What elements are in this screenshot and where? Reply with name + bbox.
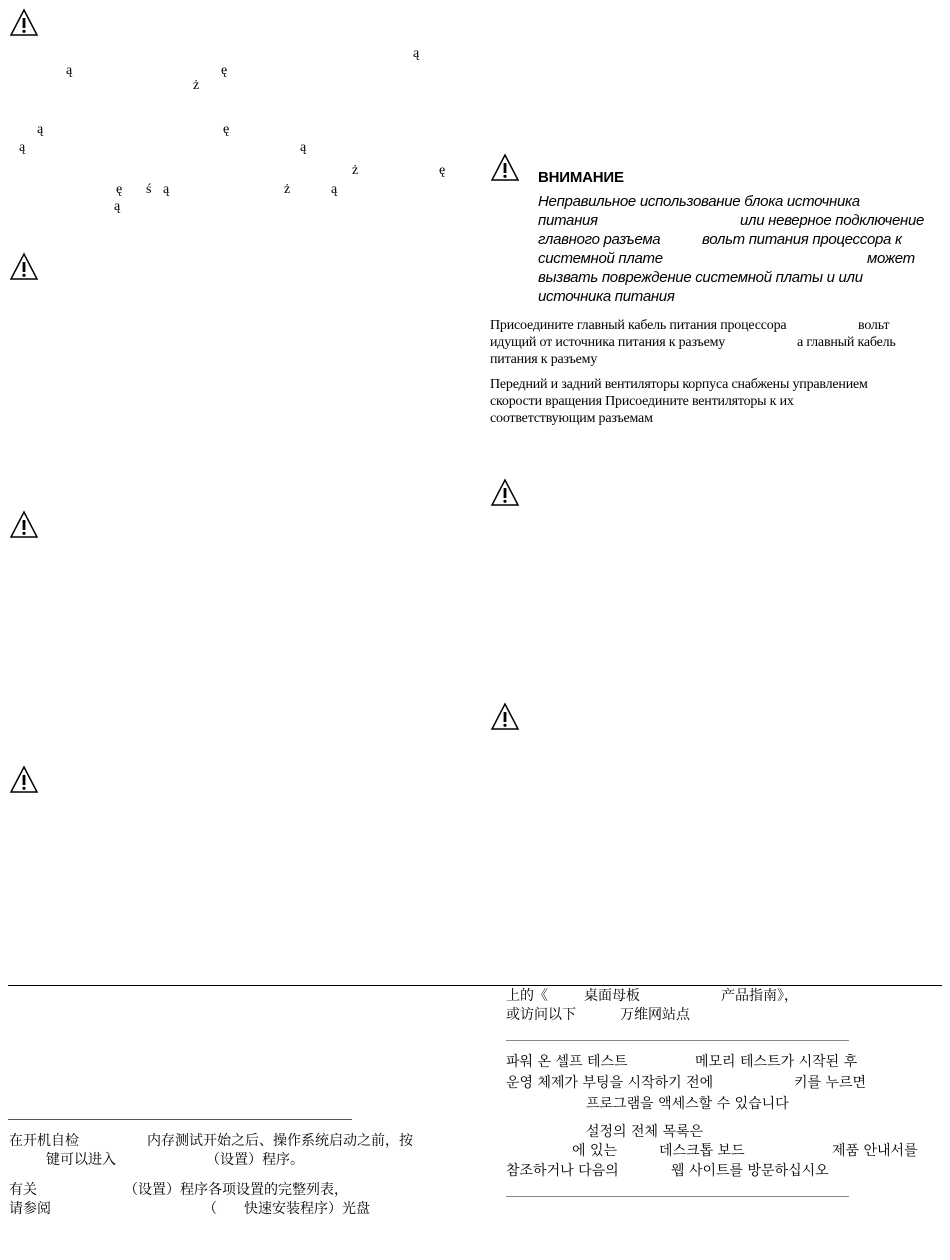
body-text-line: скорости вращения Присоедините вентиляторы к их [490, 394, 794, 409]
divider [506, 1040, 849, 1041]
body-text-line: вольт [858, 318, 890, 333]
chinese-text: 上的《 [506, 988, 548, 1004]
chinese-text: 万维网站点 [620, 1007, 690, 1023]
korean-text: 에 있는 [572, 1143, 618, 1159]
warning-text-line: вызвать повреждение системной платы и или [538, 269, 863, 286]
warning-text-line: источника питания [538, 288, 675, 305]
body-text-line: соответствующим разъемам [490, 411, 653, 426]
divider [506, 1196, 849, 1197]
warning-icon [490, 153, 520, 183]
divider [8, 985, 942, 986]
polish-fragment: ę [221, 63, 228, 78]
polish-fragment: ś [146, 182, 152, 197]
polish-fragment: ą [66, 63, 73, 78]
korean-text: 메모리 테스트가 시작된 후 [695, 1054, 858, 1070]
chinese-text: 键可以进入 [46, 1152, 116, 1168]
warning-text-line: главного разъема [538, 231, 661, 248]
korean-text: 프로그램을 액세스할 수 있습니다 [586, 1096, 789, 1112]
chinese-text: 或访问以下 [506, 1007, 576, 1023]
warning-text-line: питания [538, 212, 598, 229]
polish-fragment: ą [163, 182, 170, 197]
polish-fragment: ę [439, 163, 446, 178]
polish-fragment: ą [331, 182, 338, 197]
korean-text: 제품 안내서를 [832, 1143, 918, 1159]
polish-fragment: ą [19, 140, 26, 155]
polish-fragment: ą [413, 46, 420, 61]
chinese-text: （ [203, 1201, 217, 1217]
korean-text: 운영 체제가 부팅을 시작하기 전에 [506, 1075, 714, 1091]
chinese-text: 在开机自检 [9, 1133, 79, 1149]
polish-fragment: ę [116, 182, 123, 197]
korean-text: 웹 사이트를 방문하십시오 [671, 1163, 829, 1179]
warning-text-line: может [867, 250, 915, 267]
chinese-text: 快速安装程序）光盘 [244, 1201, 370, 1217]
chinese-text: 桌面母板 [584, 988, 640, 1004]
warning-text-line: Неправильное использование блока источника [538, 193, 860, 210]
warning-heading: ВНИМАНИЕ [538, 169, 624, 186]
body-text-line: а главный кабель [797, 335, 896, 350]
polish-fragment: ą [37, 122, 44, 137]
warning-text-line: или неверное подключение [740, 212, 925, 229]
body-text-line: Передний и задний вентиляторы корпуса снабжены управлением [490, 377, 868, 392]
polish-fragment: ę [223, 122, 230, 137]
polish-fragment: ą [114, 199, 121, 214]
chinese-text: 产品指南》， [721, 988, 798, 1004]
chinese-text: 内存测试开始之后、操作系统启动之前，按 [147, 1133, 413, 1149]
warning-icon [490, 478, 520, 508]
polish-fragment: ą [300, 140, 307, 155]
body-text-line: Присоедините главный кабель питания процессора [490, 318, 787, 333]
chinese-text: （设置）程序各项设置的完整列表， [124, 1182, 348, 1198]
polish-fragment: ż [193, 78, 200, 93]
body-text-line: питания к разъему [490, 352, 598, 367]
warning-icon [9, 8, 39, 38]
body-text-line: идущий от источника питания к разъему [490, 335, 726, 350]
korean-text: 파워 온 셀프 테스트 [506, 1054, 628, 1070]
warning-text-line: вольт питания процессора к [702, 231, 902, 248]
polish-fragment: ż [352, 163, 359, 178]
korean-text: 참조하거나 다음의 [506, 1163, 619, 1179]
chinese-text: 有关 [9, 1182, 37, 1198]
korean-text: 키를 누르면 [794, 1075, 867, 1091]
warning-icon [9, 252, 39, 282]
warning-icon [490, 702, 520, 732]
chinese-text: （设置）程序。 [206, 1152, 304, 1168]
divider [8, 1119, 352, 1120]
polish-fragment: ż [284, 182, 291, 197]
korean-text: 설정의 전체 목록은 [586, 1124, 704, 1140]
chinese-text: 请参阅 [9, 1201, 51, 1217]
warning-icon [9, 765, 39, 795]
korean-text: 데스크톱 보드 [659, 1143, 745, 1159]
warning-icon [9, 510, 39, 540]
warning-text-line: системной плате [538, 250, 663, 267]
